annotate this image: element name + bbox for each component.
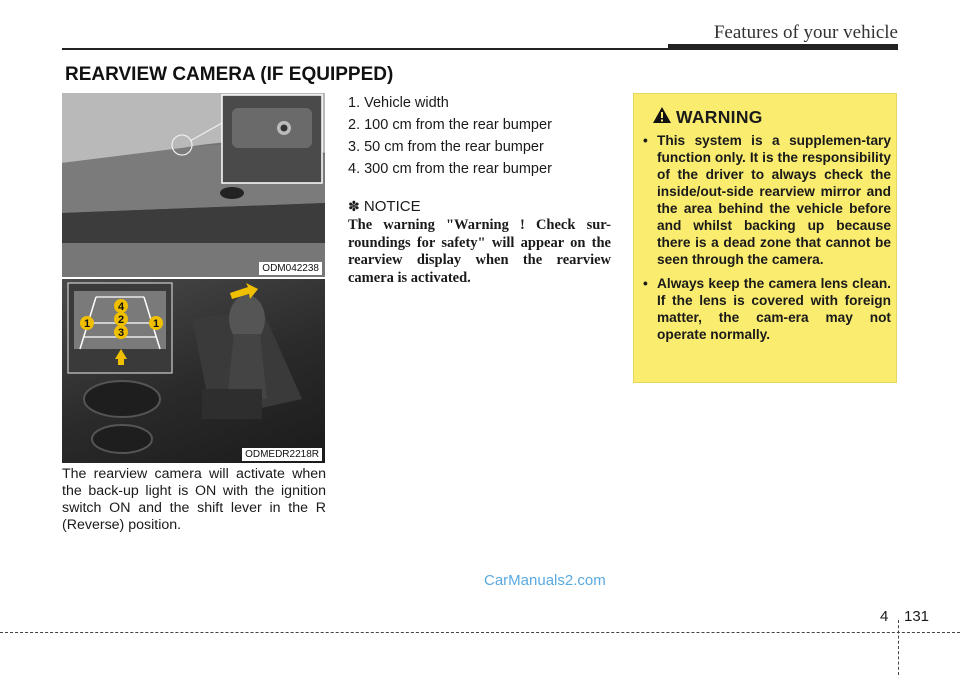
section-title: REARVIEW CAMERA (IF EQUIPPED) <box>65 64 394 85</box>
list-item: 2. 100 cm from the rear bumper <box>348 117 552 133</box>
page-number: 131 <box>904 608 930 625</box>
watermark-link[interactable]: CarManuals2.com <box>484 572 606 589</box>
screen-marker-1-left: 1 <box>83 318 91 330</box>
notice-star-icon: ✽ <box>348 198 360 214</box>
footer-rule <box>0 632 960 633</box>
running-header-title: Features of your vehicle <box>713 22 898 43</box>
screen-marker-1-right: 1 <box>152 318 160 330</box>
body-paragraph: The rearview camera will activate when the back-up light is ON with the ignition switch ON and the shift lever in the R (Reverse) position. <box>62 466 326 533</box>
warning-title: WARNING <box>676 107 763 127</box>
notice-title: NOTICE <box>363 198 421 215</box>
figure-rearview-display <box>62 279 325 463</box>
footer-divider <box>898 620 899 675</box>
warning-list <box>641 132 891 350</box>
screen-marker-4: 4 <box>117 301 125 313</box>
bullet-icon: • <box>643 276 648 291</box>
rear-vehicle-illustration <box>62 93 325 277</box>
screen-marker-2: 2 <box>117 314 125 326</box>
notice-heading <box>348 198 421 215</box>
warning-heading <box>652 106 763 129</box>
notice-text: The warning "Warning ! Check sur-roundings for safety" will appear on the rearview display when the rearview camera is activated. <box>348 217 611 286</box>
figure-label-top: ODM042238 <box>259 262 322 275</box>
list-item: 4. 300 cm from the rear bumper <box>348 161 552 177</box>
warning-item: • Always keep the camera lens clean. If the lens is covered with foreign matter, the cam-era may not operate normally. <box>643 276 891 342</box>
header-rule-accent <box>668 44 898 50</box>
warning-item: • This system is a supplemen-tary function only. It is the responsibility of the driver to always check the inside/out-side rearview mirror and the area behind the vehicle before and whilst backing up because there is a dead zone that cannot be seen through the camera. <box>643 133 891 267</box>
chapter-number: 4 <box>880 608 889 625</box>
list-item: 3. 50 cm from the rear bumper <box>348 139 544 155</box>
screen-marker-3: 3 <box>117 327 125 339</box>
warning-triangle-icon <box>652 106 672 129</box>
warning-box <box>633 93 897 383</box>
figure-rear-camera-location <box>62 93 325 277</box>
bullet-icon: • <box>643 133 648 148</box>
figure-label-bottom: ODMEDR2218R <box>242 448 322 461</box>
console-illustration <box>62 279 325 463</box>
distance-list <box>348 92 552 180</box>
list-item: 1. Vehicle width <box>348 95 449 111</box>
